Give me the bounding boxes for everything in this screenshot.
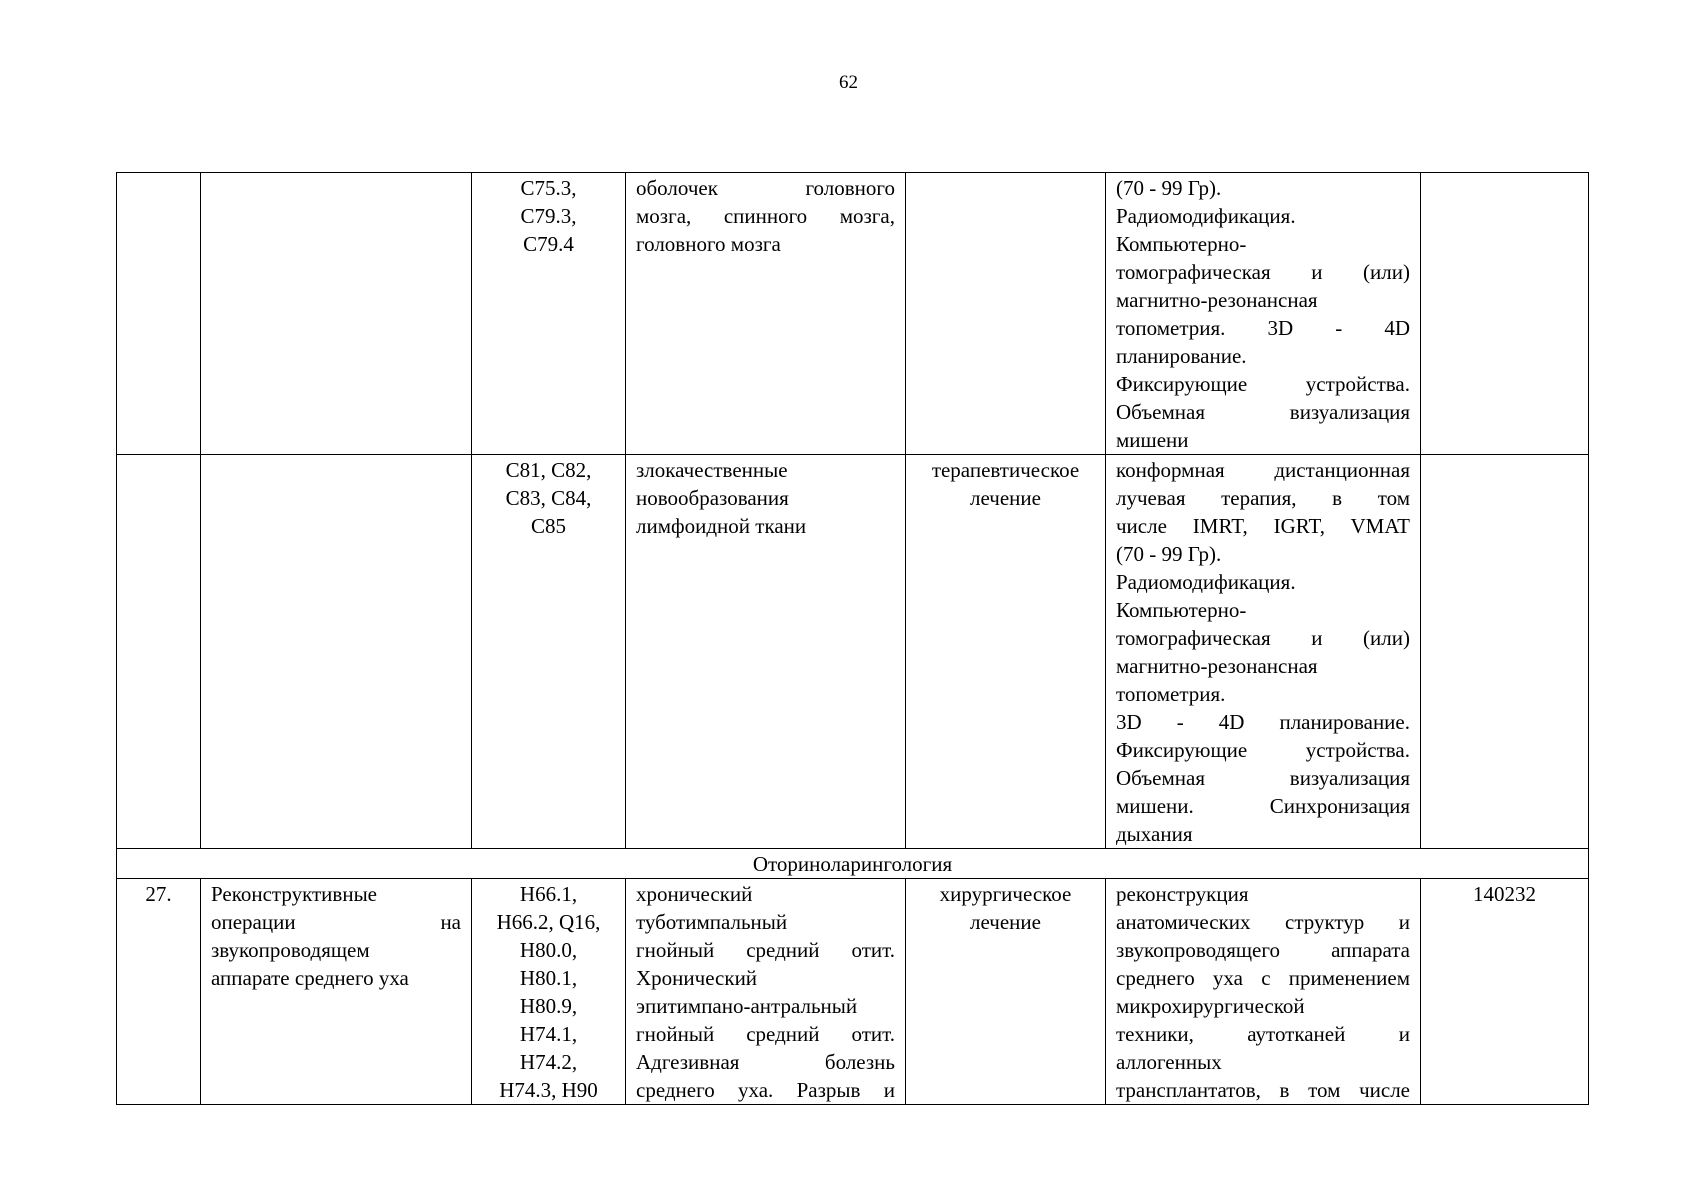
cell-codes — [472, 455, 626, 849]
cell-treatment-method — [1106, 879, 1421, 1105]
text-line: новообразования — [636, 486, 789, 510]
text-line: Компьютерно- — [1116, 598, 1247, 622]
text-line: аппарате среднего уха — [211, 966, 409, 990]
text-line: дыхания — [1116, 822, 1193, 846]
text-line: (70 - 99 Гр). — [1116, 542, 1222, 566]
text-line: лечение — [970, 910, 1041, 934]
text-line: Адгезивная болезнь — [636, 1050, 895, 1074]
text-line: C81, C82, — [505, 458, 592, 482]
text-line: магнитно-резонансная — [1116, 654, 1318, 678]
text-line: гнойный средний отит. — [636, 938, 895, 962]
text-line: мишени. Синхронизация — [1116, 794, 1410, 818]
table-row — [117, 879, 1589, 1105]
text-line: техники, аутотканей и — [1116, 1022, 1410, 1046]
text-line: Объемная визуализация — [1116, 766, 1410, 790]
cell-name — [201, 173, 472, 455]
text-line: Фиксирующие устройства. — [1116, 738, 1410, 762]
cell-treatment-type — [906, 173, 1106, 455]
text-line: 3D - 4D планирование. — [1116, 710, 1410, 734]
cell-name — [201, 879, 472, 1105]
text-line: планирование. — [1116, 344, 1247, 368]
text-line: Хронический — [636, 966, 758, 990]
text-line: хирургическое — [939, 882, 1072, 906]
text-line: лимфоидной ткани — [636, 514, 807, 538]
text-line: H74.2, — [519, 1050, 578, 1074]
text-line: среднего уха. Разрыв и — [636, 1078, 895, 1102]
text-line: Компьютерно- — [1116, 232, 1247, 256]
cell-patient-model — [626, 173, 906, 455]
cell-treatment-method — [1106, 455, 1421, 849]
text-line: мозга, спинного мозга, — [636, 204, 895, 228]
cell-cost — [1421, 455, 1589, 849]
text-line: конформная дистанционная — [1116, 458, 1410, 482]
text-line: микрохирургической — [1116, 994, 1305, 1018]
cell-treatment-type — [906, 879, 1106, 1105]
text-line: аллогенных — [1116, 1050, 1222, 1074]
text-line: звукопроводящего аппарата — [1116, 938, 1410, 962]
text-line: среднего уха с применением — [1116, 966, 1410, 990]
text-line: операции на — [211, 910, 461, 934]
text-line: магнитно-резонансная — [1116, 288, 1318, 312]
text-line: оболочек головного — [636, 176, 895, 200]
text-line: топометрия. — [1116, 682, 1226, 706]
table-row — [117, 455, 1589, 849]
text-line: гнойный средний отит. — [636, 1022, 895, 1046]
cell-codes — [472, 173, 626, 455]
text-line: Фиксирующие устройства. — [1116, 372, 1410, 396]
cell-number — [117, 455, 201, 849]
text-line: лечение — [970, 486, 1041, 510]
text-line: эпитимпано-антральный — [636, 994, 858, 1018]
text-line: Объемная визуализация — [1116, 400, 1410, 424]
text-line: реконструкция — [1116, 882, 1249, 906]
text-line: H66.1, — [519, 882, 578, 906]
text-line: лучевая терапия, в том — [1116, 486, 1410, 510]
text-line: мишени — [1116, 428, 1189, 452]
text-line: C83, C84, — [505, 486, 592, 510]
text-line: злокачественные — [636, 458, 788, 482]
text-line: томографическая и (или) — [1116, 626, 1410, 650]
table-row — [117, 173, 1589, 455]
text-line: (70 - 99 Гр). — [1116, 176, 1222, 200]
text-line: H74.1, — [519, 1022, 578, 1046]
care-methods-table — [116, 172, 1589, 1105]
text-line: C75.3, — [520, 176, 577, 200]
text-line: H80.1, — [519, 966, 578, 990]
section-row — [117, 849, 1589, 879]
text-line: числе IMRT, IGRT, VMAT — [1116, 514, 1410, 538]
cell-number: 27. — [117, 879, 201, 1105]
text-line: Радиомодификация. — [1116, 204, 1296, 228]
text-line: H80.9, — [519, 994, 578, 1018]
cell-number — [117, 173, 201, 455]
text-line: H80.0, — [519, 938, 578, 962]
cell-treatment-type — [906, 455, 1106, 849]
text-line: Радиомодификация. — [1116, 570, 1296, 594]
cell-treatment-method — [1106, 173, 1421, 455]
page-number: 62 — [839, 72, 858, 93]
cell-cost: 140232 — [1421, 879, 1589, 1105]
text-line: хронический — [636, 882, 753, 906]
text-line: трансплантатов, в том числе — [1116, 1078, 1410, 1102]
text-line: головного мозга — [636, 232, 781, 256]
text-line: терапевтическое — [931, 458, 1080, 482]
text-line: топометрия. 3D - 4D — [1116, 316, 1410, 340]
section-title: Оториноларингология — [117, 849, 1589, 879]
text-line: томографическая и (или) — [1116, 260, 1410, 284]
cell-patient-model — [626, 879, 906, 1105]
text-line: H66.2, Q16, — [496, 910, 601, 934]
cell-cost — [1421, 173, 1589, 455]
text-line: туботимпальный — [636, 910, 788, 934]
text-line: C79.4 — [523, 232, 574, 256]
text-line: Реконструктивные — [211, 882, 378, 906]
text-line: C85 — [530, 514, 566, 538]
text-line: звукопроводящем — [211, 938, 370, 962]
text-line: H74.3, H90 — [499, 1078, 598, 1102]
text-line: C79.3, — [520, 204, 577, 228]
text-line: анатомических структур и — [1116, 910, 1410, 934]
cell-name — [201, 455, 472, 849]
cell-codes — [472, 879, 626, 1105]
cell-patient-model — [626, 455, 906, 849]
